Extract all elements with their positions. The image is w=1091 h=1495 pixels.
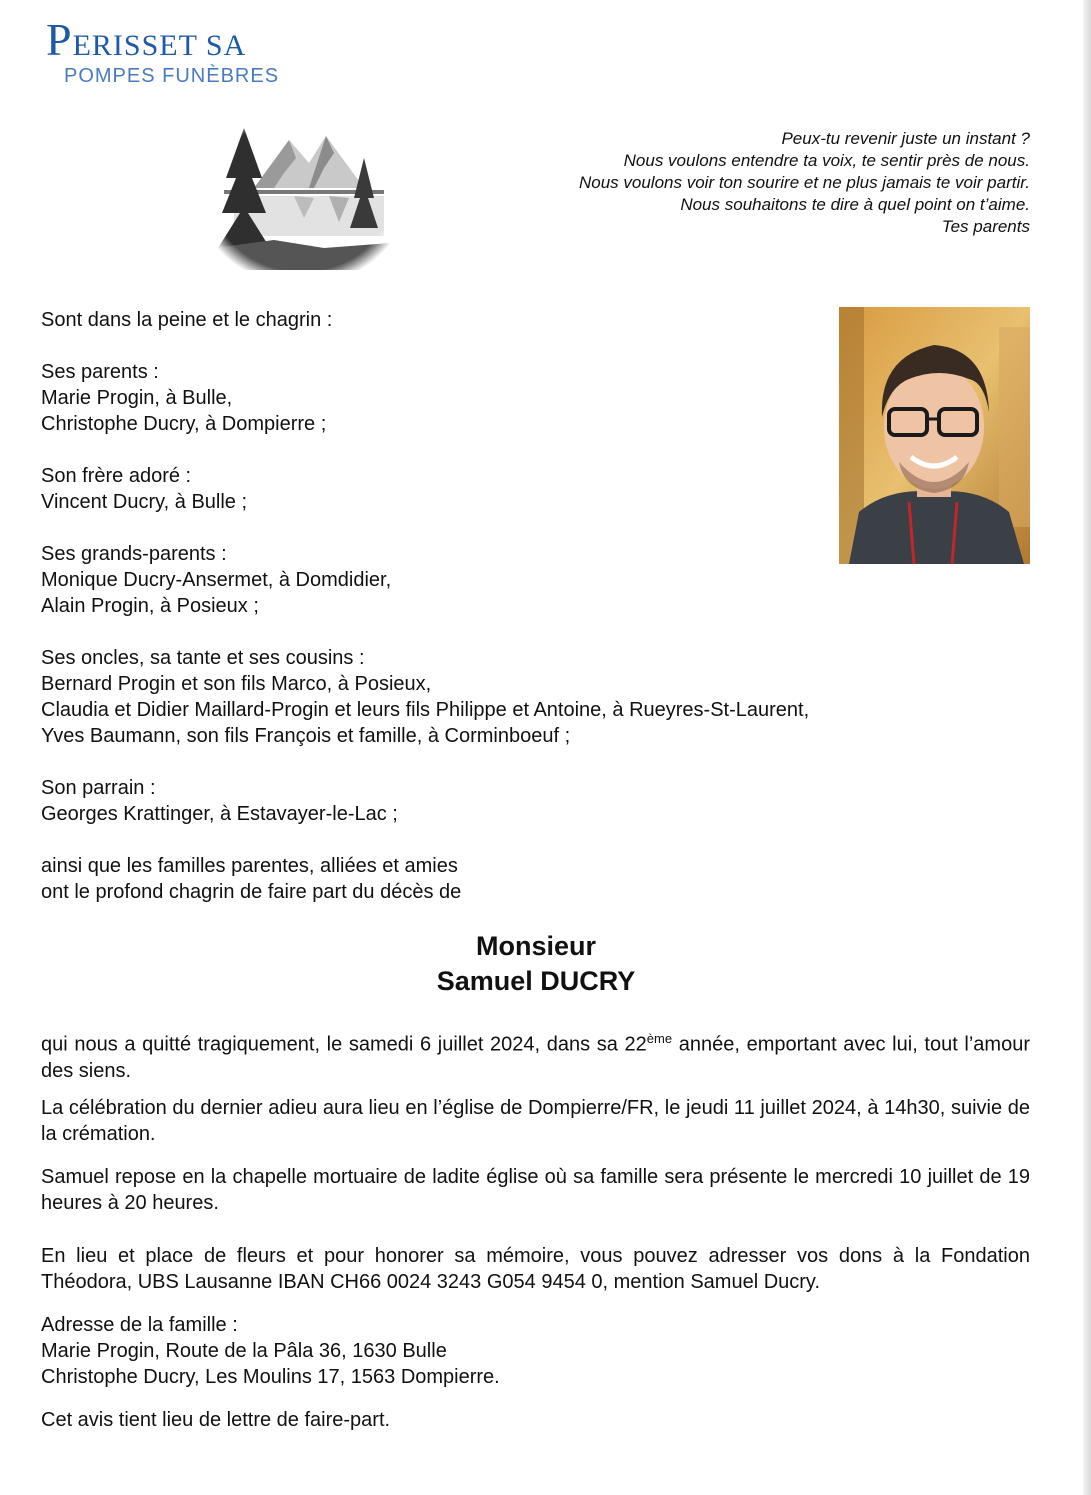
death-paragraph: [41, 1026, 1030, 1084]
poem: [579, 128, 1030, 238]
intro-line: Sont dans la peine et le chagrin :: [41, 309, 333, 331]
donation-paragraph: En lieu et place de fleurs et pour honorer sa mémoire, vous pouvez adresser vos dons à la Fondation Théodora, UBS Lausanne IBAN CH66 0024 3243 G054 9454 0, mention Samuel Ducry.: [41, 1245, 1030, 1293]
uncles-heading: Ses oncles, sa tante et ses cousins :: [41, 647, 365, 669]
landscape-sketch-icon: [214, 118, 390, 270]
family-address: [41, 1312, 500, 1390]
page-edge-shadow: [1083, 0, 1091, 1495]
logo-name: ERISSET SA: [72, 29, 247, 62]
paragraph-text: année, emportant avec lui, tout l’amour des siens.: [41, 1033, 1030, 1082]
address-line: Marie Progin, Route de la Pâla 36, 1630 Bulle: [41, 1340, 447, 1362]
godfather-heading: Son parrain :: [41, 777, 156, 799]
company-logo: [46, 14, 280, 88]
grandparents-heading: Ses grands-parents :: [41, 543, 227, 565]
list-item: Yves Baumann, son fils François et famille, à Corminboeuf ;: [41, 725, 571, 747]
closing-line: ont le profond chagrin de faire part du décès de: [41, 881, 462, 903]
final-note: Cet avis tient lieu de lettre de faire-part.: [41, 1409, 391, 1431]
poem-line: Nous voulons entendre ta voix, te sentir près de nous.: [623, 151, 1030, 170]
ceremony-paragraph: La célébration du dernier adieu aura lieu en l’église de Dompierre/FR, le jeudi 11 juillet 2024, à 14h30, suivie de la crémation.: [41, 1097, 1030, 1145]
list-item: Monique Ducry-Ansermet, à Domdidier,: [41, 569, 392, 591]
portrait-photo: [839, 307, 1030, 564]
list-item: Marie Progin, à Bulle,: [41, 387, 233, 409]
mourners-list: [41, 307, 809, 905]
logo-initial: P: [46, 14, 73, 65]
address-line: Christophe Ducry, Les Moulins 17, 1563 Dompierre.: [41, 1366, 500, 1388]
list-item: Christophe Ducry, à Dompierre ;: [41, 413, 327, 435]
deceased-title: Monsieur: [475, 931, 596, 961]
ordinal-suffix: ème: [646, 1031, 673, 1046]
paragraph-text: qui nous a quitté tragiquement, le samedi 6 juillet 2024, dans sa 22: [41, 1033, 647, 1056]
poem-line: Peux-tu revenir juste un instant ?: [781, 129, 1030, 148]
list-item: Vincent Ducry, à Bulle ;: [41, 491, 248, 513]
address-heading: Adresse de la famille :: [41, 1314, 238, 1336]
closing-line: ainsi que les familles parentes, alliées et amies: [41, 855, 458, 877]
list-item: Georges Krattinger, à Estavayer-le-Lac ;: [41, 803, 398, 825]
poem-line: Nous voulons voir ton sourire et ne plus jamais te voir partir.: [578, 173, 1030, 192]
poem-signature: Tes parents: [941, 217, 1030, 236]
parents-heading: Ses parents :: [41, 361, 159, 383]
logo-subtitle: POMPES FUNÈBRES: [64, 65, 280, 87]
list-item: Alain Progin, à Posieux ;: [41, 595, 259, 617]
chapel-paragraph: Samuel repose en la chapelle mortuaire de ladite église où sa famille sera présente le mercredi 10 juillet de 19 heures à 20 heures.: [41, 1166, 1030, 1214]
list-item: Claudia et Didier Maillard-Progin et leurs fils Philippe et Antoine, à Rueyres-St-Laurent,: [41, 699, 810, 721]
deceased-name: Samuel DUCRY: [436, 966, 636, 996]
list-item: Bernard Progin et son fils Marco, à Posieux,: [41, 673, 432, 695]
brother-heading: Son frère adoré :: [41, 465, 192, 487]
poem-line: Nous souhaitons te dire à quel point on t’aime.: [680, 195, 1030, 214]
